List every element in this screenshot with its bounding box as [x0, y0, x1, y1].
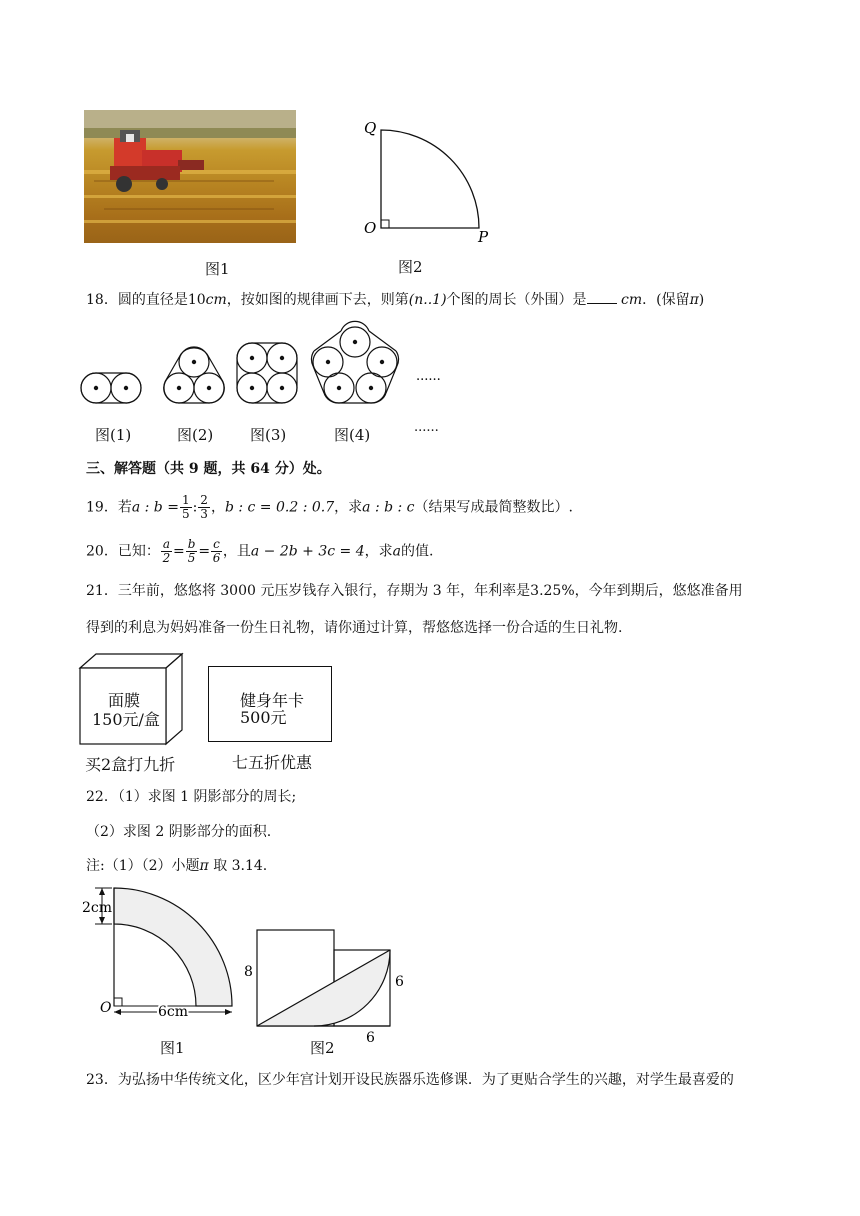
- q18-text: 18．圆的直径是10cm，按如图的规律画下去，则第(n..1)个图的周长（外围）是 cm．(保留π): [86, 289, 704, 310]
- q22-figure-2: [240, 920, 410, 1046]
- face-mask-offer: 买2盒打九折: [85, 755, 176, 774]
- label-q: Q: [364, 119, 377, 137]
- gym-card-offer: 七五折优惠: [232, 753, 313, 772]
- q21-line-1: 21．三年前，悠悠将 3000 元压岁钱存入银行，存期为 3 年，年利率是3.25%，今年到期后，悠悠准备用: [86, 583, 743, 599]
- q22-part-2: （2）求图 2 阴影部分的面积.: [86, 824, 272, 840]
- pattern-fig-1: [81, 373, 141, 403]
- label-p: P: [478, 228, 489, 246]
- harvest-photo: [84, 110, 296, 243]
- pattern-caption-2: 图(2): [177, 426, 214, 444]
- circle-pattern-figures: [78, 322, 458, 422]
- answer-blank: [587, 289, 617, 304]
- fig1-label-6cm: 6cm: [158, 1004, 189, 1020]
- q21-line-2: 得到的利息为妈妈准备一份生日礼物，请你通过计算，帮悠悠选择一份合适的生日礼物.: [86, 620, 623, 636]
- q19-text: 19．若a : b = $\frac{1}{5}$ : $\frac{2}{3}$ ，b : c = 0.2 : 0.7，求a : b : c（结果写成最简整数比）.: [86, 493, 573, 521]
- fig2-label-8: 8: [244, 964, 253, 980]
- face-mask-label-1: 面膜: [108, 691, 141, 710]
- q20-text: 20．已知： $\frac{a}{2}$ = $\frac{b}{5}$ = $\frac{c}{6}$ ，且a − 2b + 3c = 4，求a的值.: [86, 537, 434, 565]
- pattern-fig-2: [164, 347, 225, 403]
- gym-card-price: 500元: [240, 708, 287, 727]
- q23-text: 23．为弘扬中华传统文化，区少年宫计划开设民族器乐选修课．为了更贴合学生的兴趣，对学生最喜爱的: [86, 1072, 734, 1088]
- label-o: O: [364, 219, 377, 237]
- q22-figure-1: [78, 882, 238, 1022]
- pattern-caption-1: 图(1): [95, 426, 132, 444]
- q22-fig1-caption: 图1: [160, 1039, 185, 1057]
- q22-part-1: 22．（1）求图 1 阴影部分的周长;: [86, 789, 297, 805]
- fig1-label-o: O: [100, 1000, 112, 1016]
- q22-fig2-caption: 图2: [310, 1039, 335, 1057]
- photo-caption: 图1: [205, 260, 230, 278]
- sector-caption: 图2: [398, 258, 423, 276]
- section-3-title: 三、解答题（共 9 题，共 64 分）处。: [86, 461, 331, 477]
- pattern-ellipsis: ......: [416, 369, 441, 384]
- fig2-label-6-bottom: 6: [366, 1030, 375, 1046]
- fig2-label-6-right: 6: [395, 974, 404, 990]
- pattern-caption-3: 图(3): [250, 426, 287, 444]
- caption-ellipsis: ......: [414, 420, 439, 435]
- gym-card-label: 健身年卡: [240, 691, 305, 710]
- fig1-label-2cm: 2cm: [82, 900, 113, 916]
- pattern-fig-3: [237, 343, 297, 403]
- pattern-caption-4: 图(4): [334, 426, 371, 444]
- face-mask-price: 150元/盒: [92, 710, 160, 729]
- quarter-circle-figure: [360, 115, 500, 255]
- pattern-fig-4: [311, 321, 398, 403]
- q22-note: 注:（1）（2）小题π 取 3.14.: [86, 858, 268, 874]
